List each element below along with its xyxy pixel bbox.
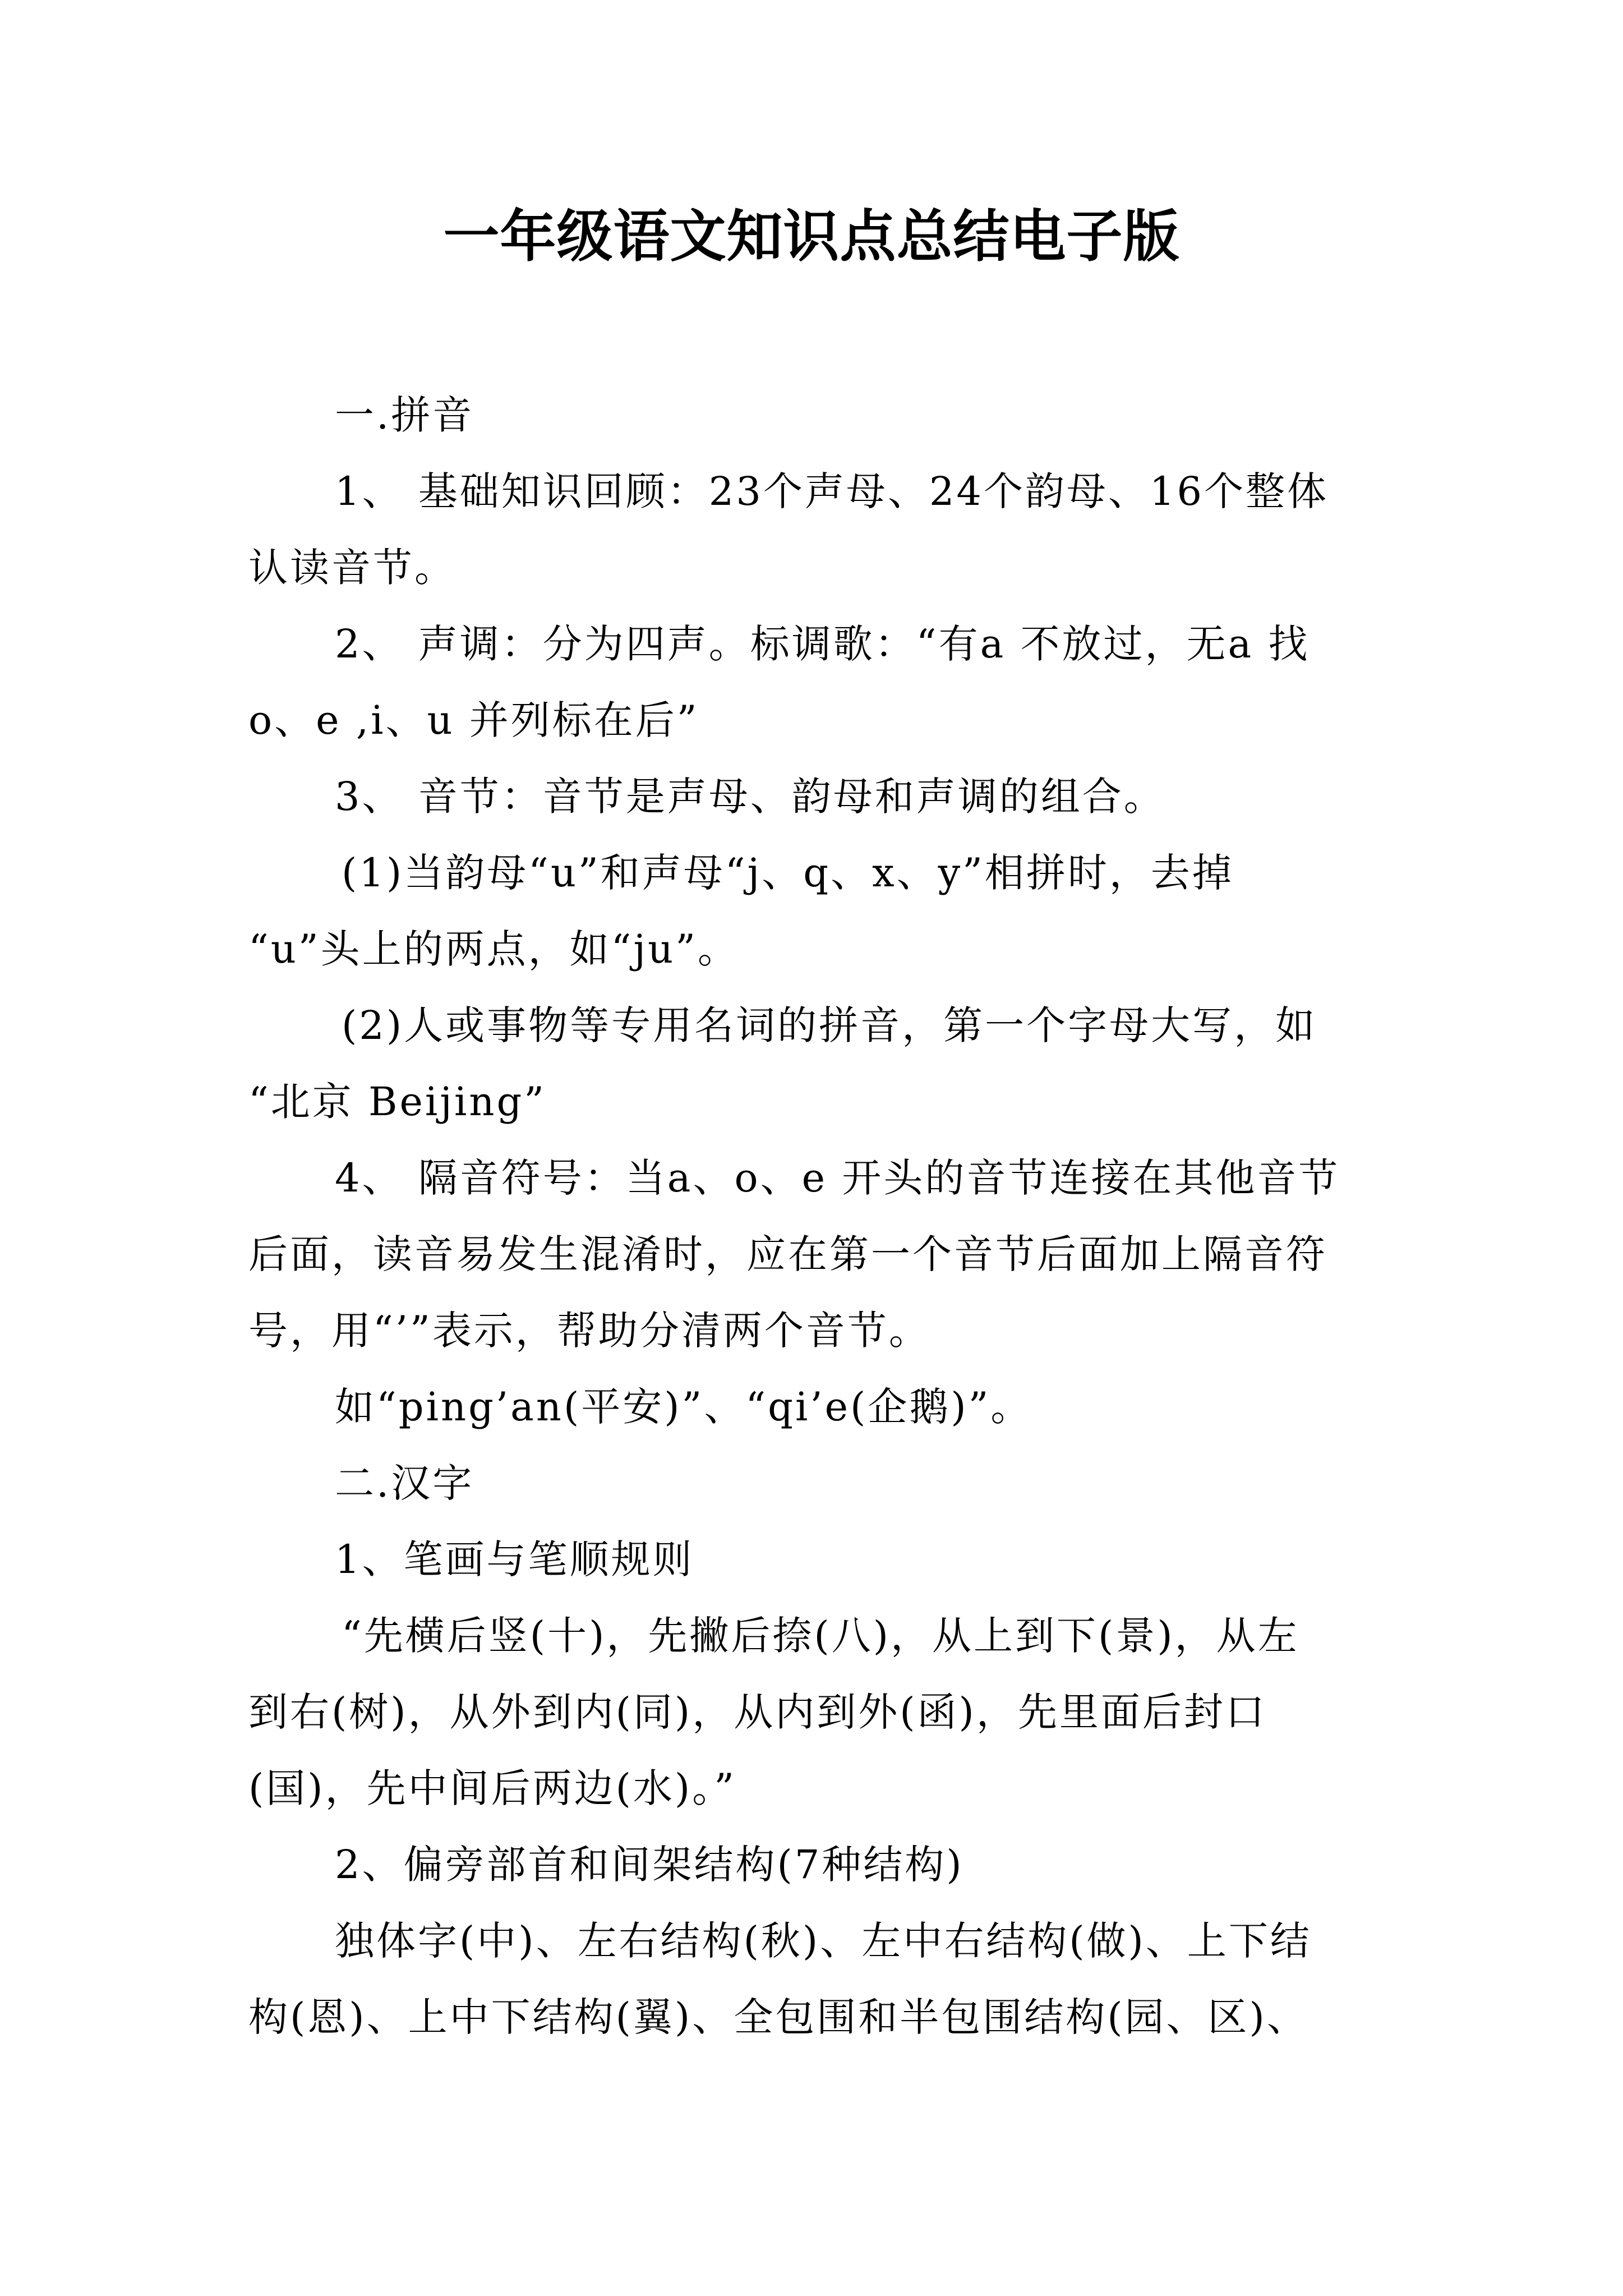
paragraph-line: 1、笔画与笔顺规则 — [335, 1536, 694, 1582]
paragraph-line: (国)，先中间后两边(水)。” — [248, 1765, 737, 1811]
paragraph-line: 后面，读音易发生混淆时，应在第一个音节后面加上隔音符 — [248, 1231, 1327, 1277]
paragraph-line: 构(恩)、上中下结构(翼)、全包围和半包围结构(园、区)、 — [248, 1994, 1308, 2040]
document-title: 一年级语文知识点总结电子版 — [443, 203, 1180, 269]
paragraph-line: (2)人或事物等专用名词的拼音，第一个字母大写，如 — [342, 1002, 1317, 1048]
paragraph-line: “北京 Beijing” — [248, 1079, 547, 1125]
paragraph-line: o、e ,i、u 并列标在后” — [248, 697, 699, 743]
paragraph-line: 如“ping’an(平安)”、“qi’e(企鹅)”。 — [335, 1384, 1032, 1430]
paragraph-line: “先横后竖(十)，先撇后捺(八)，从上到下(景)，从左 — [342, 1613, 1299, 1659]
paragraph-line: 4、 隔音符号：当a、o、e 开头的音节连接在其他音节 — [335, 1155, 1340, 1201]
paragraph-line: 认读音节。 — [248, 545, 456, 591]
paragraph-line: 号，用“’”表示，帮助分清两个音节。 — [248, 1308, 930, 1354]
paragraph-line: 到右(树)，从外到内(同)，从内到外(函)，先里面后封口 — [248, 1689, 1267, 1735]
paragraph-line: 2、偏旁部首和间架结构(7种结构) — [335, 1842, 964, 1888]
paragraph-line: “u”头上的两点，如“ju”。 — [248, 926, 740, 972]
paragraph-line: 1、 基础知识回顾：23个声母、24个韵母、16个整体 — [335, 468, 1329, 514]
paragraph-line: 独体字(中)、左右结构(秋)、左中右结构(做)、上下结 — [335, 1918, 1312, 1964]
paragraph-line: 3、 音节：音节是声母、韵母和声调的组合。 — [335, 774, 1165, 820]
section-heading-hanzi: 二.汉字 — [335, 1460, 474, 1506]
paragraph-line: 2、 声调：分为四声。标调歌：“有a 不放过，无a 找 — [335, 621, 1310, 667]
paragraph-line: (1)当韵母“u”和声母“j、q、x、y”相拼时，去掉 — [342, 850, 1234, 896]
document-body — [248, 377, 1387, 2055]
section-heading-pinyin: 一.拼音 — [335, 392, 474, 438]
